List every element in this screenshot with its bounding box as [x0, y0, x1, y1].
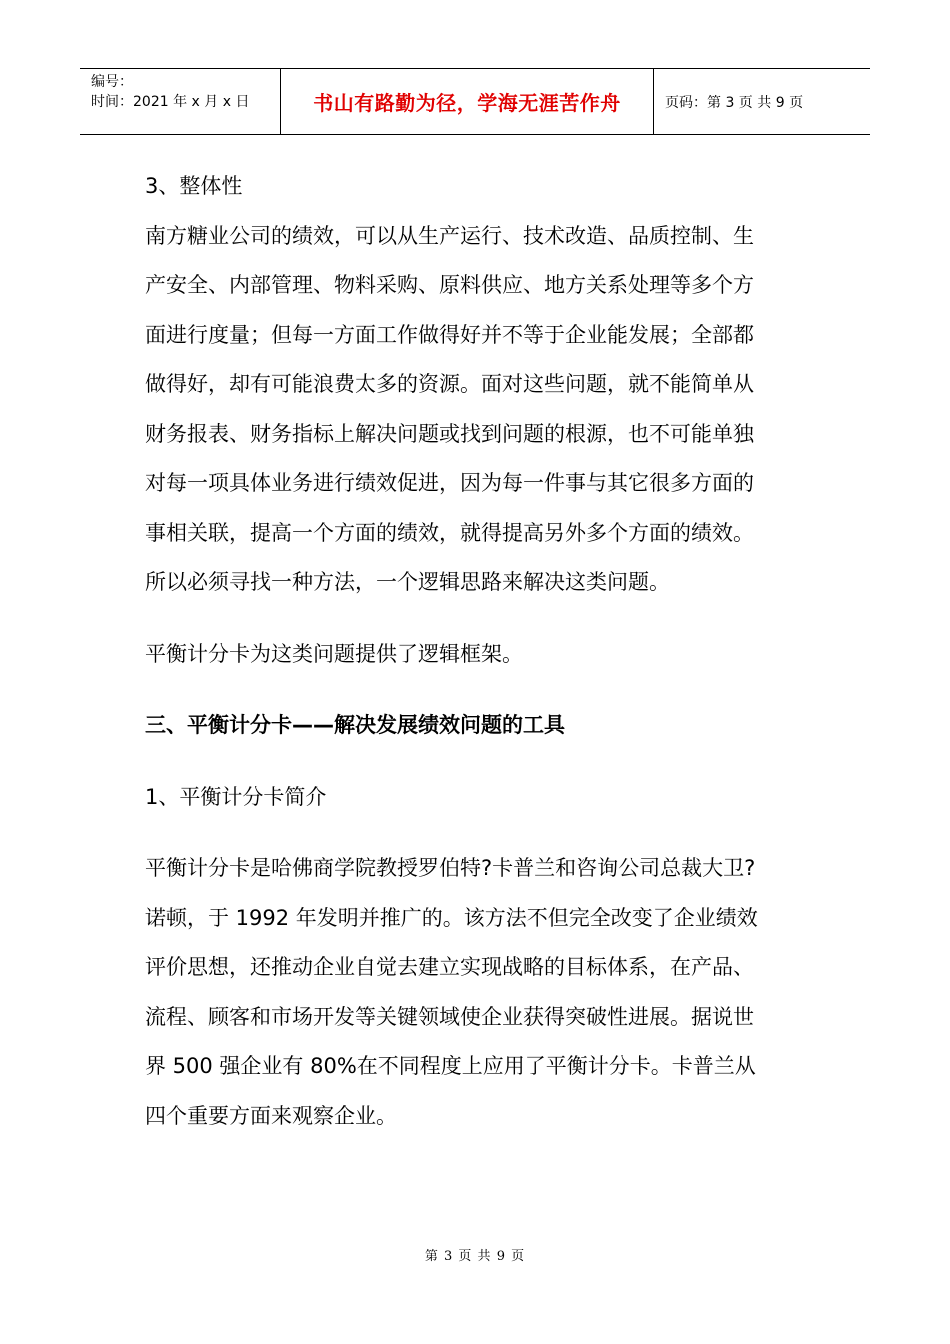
- page-header: [80, 68, 870, 135]
- paragraph-line: 平衡计分卡是哈佛商学院教授罗伯特?卡普兰和咨询公司总裁大卫?: [145, 856, 756, 880]
- header-motto: 书山有路勤为径，学海无涯苦作舟: [313, 91, 621, 115]
- paragraph-line: 评价思想，还推动企业自觉去建立实现战略的目标体系，在产品、: [145, 955, 754, 979]
- header-motto-cell: [281, 69, 654, 134]
- paragraph-line: 流程、顾客和市场开发等关键领域使企业获得突破性进展。据说世: [145, 1004, 754, 1029]
- paragraph-line: 财务报表、财务指标上解决问题或找到问题的根源，也不可能单独: [145, 421, 754, 446]
- paragraph-line: 做得好，却有可能浪费太多的资源。面对这些问题，就不能简单从: [145, 372, 754, 396]
- paragraph-line: 对每一项具体业务进行绩效促进，因为每一件事与其它很多方面的: [145, 471, 754, 495]
- paragraph-line: 产安全、内部管理、物料采购、原料供应、地方关系处理等多个方: [145, 273, 754, 297]
- chapter-heading: 三、平衡计分卡——解决发展绩效问题的工具: [145, 713, 565, 737]
- paragraph-line: 南方糖业公司的绩效，可以从生产运行、技术改造、品质控制、生: [145, 223, 754, 248]
- document-body: [145, 162, 805, 1141]
- paragraph-bsc-intro: [145, 844, 805, 1141]
- paragraph-line: 所以必须寻找一种方法，一个逻辑思路来解决这类问题。: [145, 570, 670, 594]
- header-meta-cell: [80, 69, 281, 134]
- subsection-heading: 1、平衡计分卡简介: [145, 784, 327, 809]
- paragraph-line: 面进行度量；但每一方面工作做得好并不等于企业能发展；全部都: [145, 322, 754, 347]
- paragraph-framework: 平衡计分卡为这类问题提供了逻辑框架。: [145, 641, 523, 666]
- section-heading: 3、整体性: [145, 174, 243, 198]
- paragraph-integrity: [145, 212, 805, 608]
- paragraph-line: 四个重要方面来观察企业。: [145, 1103, 397, 1128]
- paragraph-line: 界 500 强企业有 80%在不同程度上应用了平衡计分卡。卡普兰从: [145, 1054, 756, 1078]
- page-footer: 第 3 页 共 9 页: [424, 1249, 526, 1264]
- header-page-info: 页码：第 3 页 共 9 页: [665, 94, 804, 111]
- document-date: 时间：2021 年 x 月 x 日: [91, 94, 250, 110]
- paragraph-line: 诺顿，于 1992 年发明并推广的。该方法不但完全改变了企业绩效: [145, 905, 758, 930]
- paragraph-line: 事相关联，提高一个方面的绩效，就得提高另外多个方面的绩效。: [145, 520, 754, 545]
- header-page-cell: [654, 69, 870, 134]
- document-number-label: 编号：: [91, 74, 133, 90]
